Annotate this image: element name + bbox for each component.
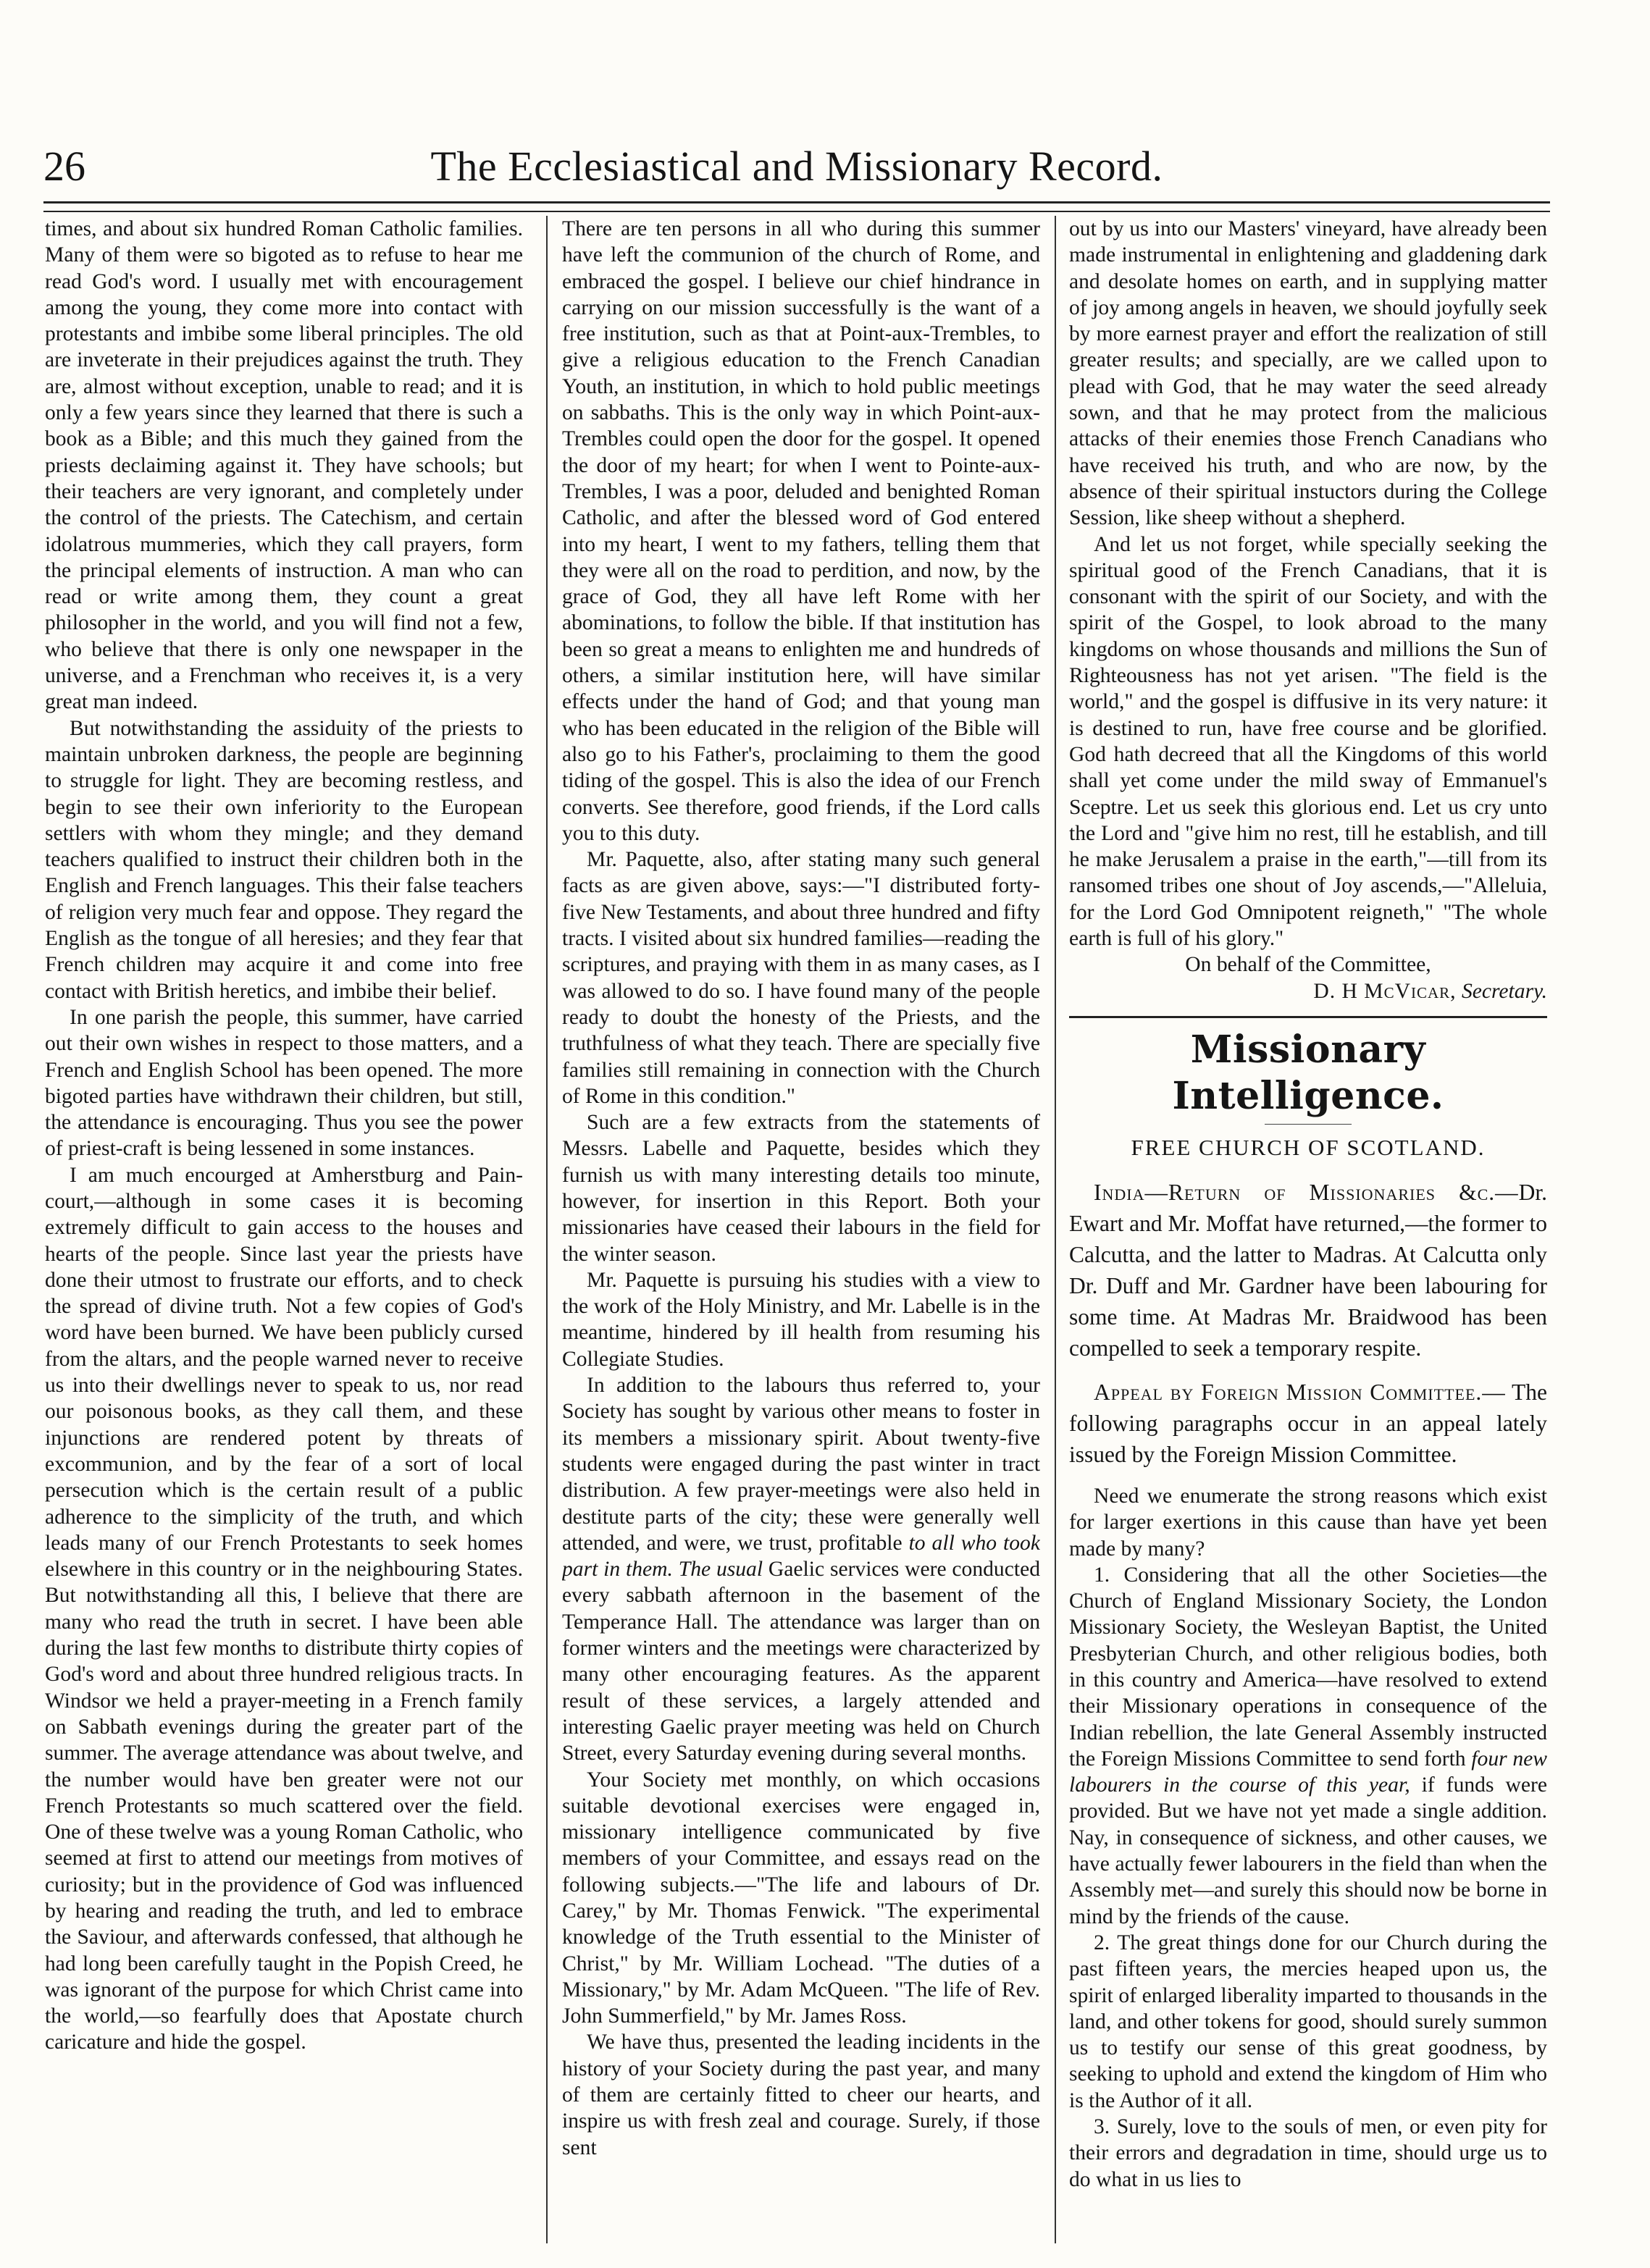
paragraph-text: In addition to the labours thus referred to, your Society has sought by various other means to foster in its members a missionary spirit. About twenty-five students were engaged during the past winter in tract distribution. A few prayer-meetings were also held in destitute parts of the city; these were generally well attended, and were, we trust, profitable <box>562 1374 1040 1555</box>
news-item <box>1069 1177 1547 1364</box>
title-rule <box>1265 1124 1352 1125</box>
paragraph: I am much encourged at Amherstburg and Pain-court,—although in some cases it is becoming extremely difficult to gain access to the houses and hearts of the people. Since last year the priests have done their utmost to frustrate our efforts, and to check the spread of divine truth. Not a few copies of God's word have been burned. We have been publicly cursed from the altars, and the people warned never to receive us into their dwellings never to speak to us, nor read our poisonous books, as they call them, and these injunctions are rendered potent by threats of excommunion, and by the fear of a sort of local persecution which is the certain result of a public adherence to the simplicity of the truth, and which leads many of our French Protestants to seek homes elsewhere in this country or in the neighbouring States. But notwithstanding all this, I believe that there are many who read the truth in secret. I have been able during the last few months to distribute thirty copies of God's word and about three hundred religious tracts. In Windsor we held a prayer-meeting in a French family on Sabbath evenings during the greater part of the summer. The average attendance was about twelve, and the number would have ben greater were not our French Protestants so much scattered over the field. One of these twelve was a young Roman Catholic, who seemed at first to attend our meetings from motives of curiosity; but in the providence of God was influenced by hearing and reading the truth, and led to embrace the Saviour, and afterwards confessed, that although he had long been carefully taught in the Popish Creed, he was ignorant of the purpose for which Christ came into the world,—so fearfully does that Apostate church caricature and hide the gospel. <box>45 1163 523 2054</box>
paragraph: But notwithstanding the assiduity of the priests to maintain unbroken darkness, the people are beginning to struggle for light. They are becoming restless, and begin to see their own inferiority to the European settlers with whom they mingle; and they demand teachers qualified to instruct their children both in the English and French languages. This their false teachers of religion very much fear and oppose. They regard the English as the tongue of all heresies; and they fear that French children may acquire it and come into free contact with British heretics, and imbibe their belief. <box>45 716 523 1003</box>
paragraph: 3. Surely, love to the souls of men, or even pity for their errors and degradation in time, should urge us to do what in us lies to <box>1069 2115 1547 2191</box>
news-lead: India—Return of Missionaries &c.— <box>1094 1179 1519 1205</box>
paragraph-text: if funds were provided. But we have not yet made a single addition. Nay, in consequence of sickness, and other causes, we have actually fewer labourers in the field than when the Assembly met—and surely this should now be borne in mind by the friends of the cause. <box>1069 1773 1547 1928</box>
paragraph: out by us into our Masters' vineyard, have already been made instrumental in enlightening and gladdening dark and desolate homes on earth, and in supplying matter of joy among angels in heaven, we should joyfully seek by more earnest prayer and effort the realization of still greater results; and specially, are we called upon to plead with God, that he may water the seed already sown, and that he may protect from the malicious attacks of their enemies those French Canadians who have received his truth, and who are now, by the absence of their spiritual instuctors during the College Session, like sheep without a shepherd. <box>1069 217 1547 530</box>
paragraph: And let us not forget, while specially seeking the spiritual good of the French Canadians, that it is consonant with the spirit of our Society, and with the spirit of the Gospel, to look abroad to the many kingdoms on whose thousands and millions the Sun of Righteousness has not yet arisen. "The field is the world," and the gospel is diffusive in its very nature: it is destined to run, have free course and be glorified. God hath decreed that all the Kingdoms of this world shall yet come under the mild sway of Emmanuel's Sceptre. Let us seek this glorious end. Let us cry unto the Lord and "give him no rest, till he establish, and till he make Jerusalem a praise in the earth,"—till from its ransomed tribes one shout of Joy ascends,—"Alleluia, for the Lord God Omnipotent reigneth," "The whole earth is full of his glory." <box>1069 532 1547 951</box>
paragraph: 2. The great things done for our Church during the past fifteen years, the mercies heaped upon us, the spirit of enlarged liberality imparted to thousands in the land, and other tokens for good, should surely summon us to testify our sense of this great goodness, by seeking to uphold and extend the kingdom of Him who is the Author of it all. <box>1069 1931 1547 2112</box>
paragraph: We have thus, presented the leading incidents in the history of your Society during the past year, and many of them are certainly fitted to cheer our hearts, and inspire us with fresh zeal and courage. Surely, if those sent <box>562 2030 1040 2159</box>
paragraph <box>1069 1562 1547 1930</box>
page-number: 26 <box>43 143 85 190</box>
column-divider <box>546 216 548 2243</box>
header-rule <box>43 201 1550 212</box>
section-rule <box>1069 1016 1547 1018</box>
page-header <box>43 138 1550 196</box>
signature-role: Secretary. <box>1461 979 1547 1003</box>
paragraph: There are ten persons in all who during this summer have left the communion of the church of Rome, and embraced the gospel. I believe our chief hindrance in carrying on our mission successfully is the want of a free institution, such as that at Point-aux-Trembles, to give a religious education to the French Canadian Youth, an institution, in which to hold public meetings on sabbaths. This is the only way in which Point-aux-Trembles could open the door for the gospel. It opened the door of my heart; for when I went to Pointe-aux-Trembles, I was a poor, deluded and benighted Roman Catholic, and after the blessed word of God entered into my heart, I went to my fathers, telling them that they were all on the road to perdition, and now, by the grace of God, they all have left Rome with her abominations, to follow the bible. If that institution has been so great a means to enlighten me and hundreds of others, a similar institution here, will have similar effects under the hand of God; and that young man who has been educated in the religion of the Bible will also go to his Father's, proclaiming to them the good tiding of the gospel. This is also the idea of our French converts. See therefore, good friends, if the Lord calls you to this duty. <box>562 217 1040 845</box>
news-lead: Appeal by Foreign Mission Committee.— <box>1094 1379 1506 1405</box>
news-text: Dr. Ewart and Mr. Moffat have returned,—the former to Calcutta, and the latter to Madras. At Calcutta only Dr. Duff and Mr. Gardner have been labouring for some time. At Madras Mr. Braidwood has been compelled to seek a temporary respite. <box>1069 1179 1547 1361</box>
paragraph: In one parish the people, this summer, have carried out their own wishes in respect to those matters, and a French and English School has been opened. The more bigoted parties have withdrawn their children, but still, the attendance is encouraging. Thus you see the power of priest-craft is being lessened in some instances. <box>45 1005 523 1161</box>
column-1 <box>45 216 523 2243</box>
news-text: The following paragraphs occur in an appeal lately issued by the Foreign Mission Committee. <box>1069 1379 1547 1467</box>
signature-name: D. H McVicar, <box>1313 979 1457 1003</box>
running-title: The Ecclesiastical and Missionary Record. <box>430 143 1163 190</box>
paragraph-text: Gaelic services were conducted every sabbath afternoon in the basement of the Temperance Hall. The attendance was larger than on former winters and the meetings were characterized by many other encouraging features. As the apparent result of these services, a largely attended and interesting Gaelic prayer meeting was held on Church Street, every Saturday evening during several months. <box>562 1558 1040 1765</box>
intelligence-body <box>1069 1177 1547 1483</box>
column-2 <box>562 216 1040 2243</box>
paragraph: times, and about six hundred Roman Catholic families. Many of them were so bigoted as to refuse to hear me read God's word. I usually met with encouragement among the young, they come more into contact with protestants and imbibe some liberal principles. The old are inveterate in their prejudices against the truth. They are, almost without exception, unable to read; and it is only a few years since they learned that there is such a book as a Bible; and this much they gained from the priests declaiming against it. They have schools; but their teachers are very ignorant, and completely under the control of the priests. The Catechism, and certain idolatrous mummeries, which they call prayers, form the principal elements of instruction. A man who can read or write among them, they count a great philosopher in the world, and you will find not a few, who believe that there is only one newspaper in the universe, and a Frenchman who receives it, is a very great man indeed. <box>45 217 523 714</box>
spacer <box>1069 1470 1547 1483</box>
italic-phrase: four new labourers in the course of this year, <box>1069 1747 1547 1797</box>
paragraph: Mr. Paquette, also, after stating many such general facts as are given above, says:—"I distributed forty-five New Testaments, and about three hundred and fifty tracts. I visited about six hundred families—reading the scriptures, and praying with them in as many cases, as I was allowed to do so. I have found many of the people ready to doubt the honesty of the Priests, and the truthfulness of what they teach. There are specially five families still remaining in connection with the Church of Rome in this condition." <box>562 848 1040 1108</box>
italic-phrase: to all who took part in them. The usual <box>562 1531 1040 1582</box>
section-title: Missionary Intelligence. <box>1172 1027 1444 1118</box>
paragraph: Such are a few extracts from the statements of Messrs. Labelle and Paquette, besides which they furnish us with many interesting details too minute, however, for insertion in this Report. Both your missionaries have ceased their labours in the field for the winter season. <box>562 1111 1040 1266</box>
signature <box>1069 978 1547 1004</box>
column-divider <box>1055 216 1056 2243</box>
paragraph: Need we enumerate the strong reasons which exist for larger exertions in this cause than have yet been made by many? <box>1069 1484 1547 1561</box>
column-3 <box>1069 216 1547 2243</box>
paragraph-text: 1. Considering that all the other Societies—the Church of England Missionary Society, the London Missionary Society, the Wesleyan Baptist, the United Presbyterian Church, and other religious bodies, both in this country and America—have resolved to extend their Missionary operations in consequence of the Indian rebellion, the late General Assembly instructed the Foreign Missions Committee to send forth <box>1069 1563 1547 1771</box>
paragraph <box>562 1372 1040 1766</box>
signature-line: On behalf of the Committee, <box>1185 953 1431 977</box>
paragraph: Mr. Paquette is pursuing his studies with a view to the work of the Holy Ministry, and Mr. Labelle is in the meantime, hindered by ill health from resuming his Collegiate Studies. <box>562 1268 1040 1371</box>
news-item <box>1069 1377 1547 1470</box>
paragraph: Your Society met monthly, on which occasions suitable devotional exercises were engaged in, missionary intelligence communicated by five members of your Committee, and essays read on the following subjects.—"The life and labours of Dr. Carey," by Mr. Thomas Fenwick. "The experimental knowledge of the Truth essential to the Minister of Christ," by Mr. William Lochead. "The duties of a Missionary," by Mr. Adam McQueen. "The life of Rev. John Summerfield," by Mr. James Ross. <box>562 1768 1040 2028</box>
spacer <box>1069 1364 1547 1377</box>
section-subtitle: FREE CHURCH OF SCOTLAND. <box>1131 1134 1486 1160</box>
